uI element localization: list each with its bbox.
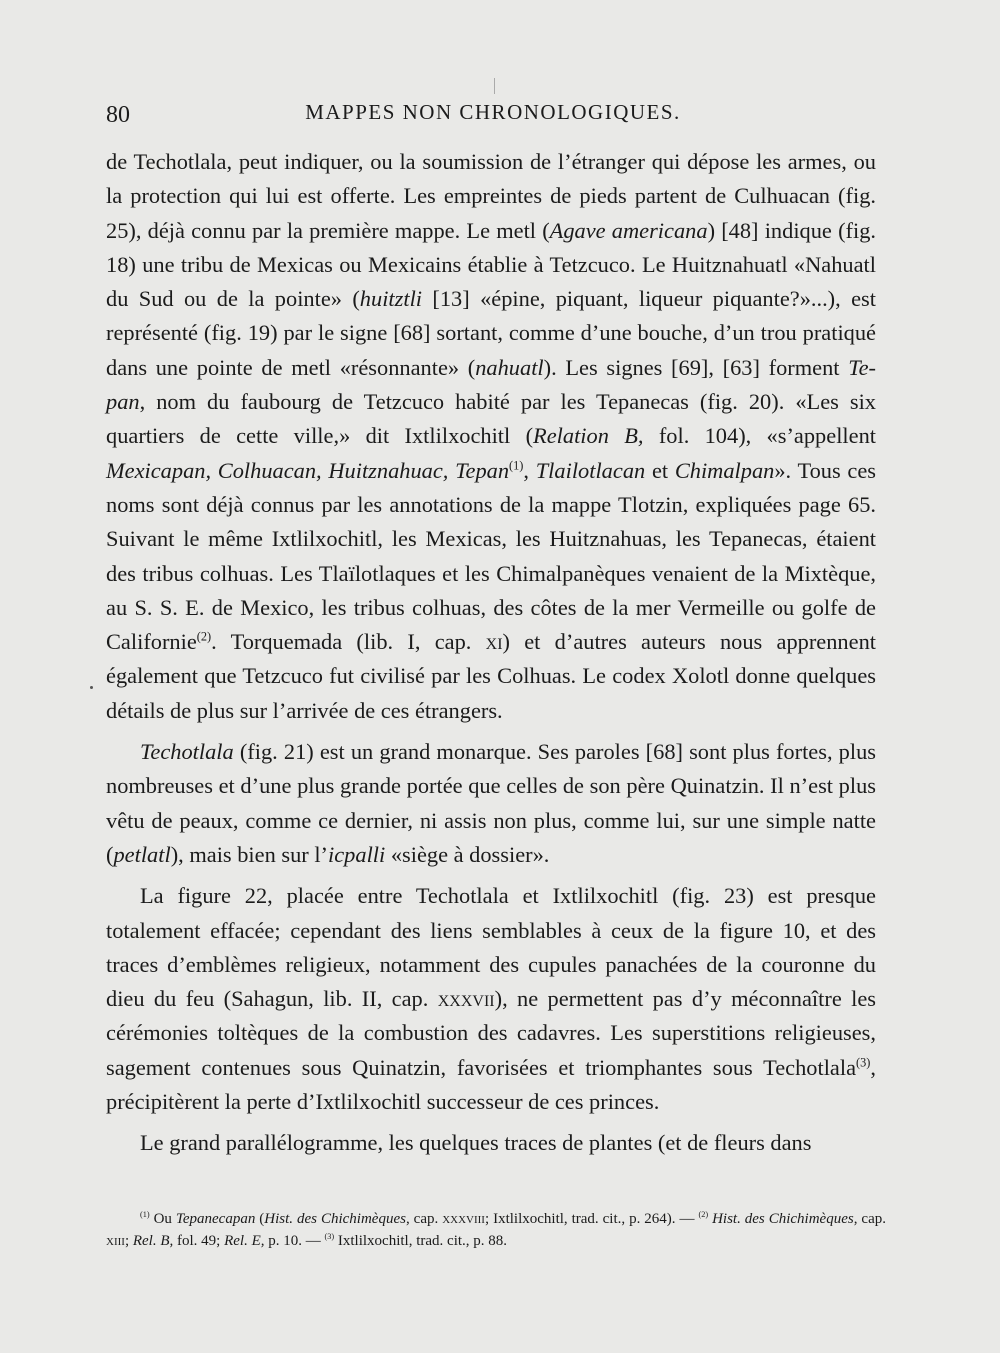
italic-term: Te-pan <box>106 354 876 415</box>
paragraph-3 <box>106 879 876 1119</box>
margin-dot <box>90 686 93 689</box>
text-run: ( <box>255 1211 265 1227</box>
text-run: ; Ixtlilxochitl, trad. cit., p. 264). — <box>484 1211 699 1227</box>
text-run: Ixtlilxochitl, trad. cit., p. 88. <box>334 1233 508 1249</box>
paragraph-1 <box>106 145 876 728</box>
footnotes <box>106 1208 886 1252</box>
italic-term: Hist. des Chichimèques <box>712 1211 854 1227</box>
running-title: MAPPES NON CHRONOLOGIQUES. <box>305 100 681 124</box>
text-run: , <box>523 457 536 483</box>
italic-term: Tepanecapan <box>175 1211 256 1227</box>
footnote-ref[interactable]: (1) <box>509 458 524 473</box>
footnote-marker: (2) <box>698 1210 709 1220</box>
text-run: Le grand parallélogramme, les quelques traces de plantes (et de fleurs dans <box>140 1130 812 1156</box>
body-text <box>106 145 876 1161</box>
italic-term: petlatl <box>113 841 171 867</box>
text-run: , précipitèrent la perte d’Ixtlilxochitl successeur de ces princes. <box>106 1054 876 1115</box>
italic-term: Hist. des Chichimèques <box>264 1211 406 1227</box>
paragraph-2 <box>106 735 876 872</box>
text-run: La figure 22, placée entre Techotlala et Ixtlilxochitl (fig. 23) est presque totalement effacée; cependant des liens semblables à ceux de la figure 10, et des traces d’emblèmes religieux, notamment des cupules panachées de la couronne du dieu du feu (Sahagun, lib. II, cap. <box>106 883 876 1012</box>
text-run: fol. 49; <box>173 1233 225 1249</box>
italic-term: Relation B, <box>533 423 644 449</box>
text-run: , nom du faubourg de Tetzcuco habité par les Tepanecas (fig. 20). «Les six quartiers de cette ville,» dit Ixtlilxochitl ( <box>106 389 876 449</box>
text-run: ) et d’autres auteurs nous apprennent également que Tetzcuco fut civilisé par les Colhuas. Le codex Xolotl donne quelques détails de plus sur l’arrivée de ces étrangers. <box>106 629 876 723</box>
text-run: (fig. 21) est un grand monarque. Ses paroles [68] sont plus fortes, plus nombreuses et d’une plus grande portée que celles de son père Quinatzin. Il n’est plus vêtu de peaux, comme ce dernier, ni assis non plus, comme lui, sur une simple natte ( <box>106 739 876 867</box>
italic-term: Rel. E, <box>224 1233 265 1249</box>
italic-term: Tlailotlacan <box>535 457 646 483</box>
italic-term: nahuatl <box>475 354 544 380</box>
page-number: 80 <box>106 102 130 128</box>
text-run: p. 10. — <box>264 1233 325 1249</box>
text-run: ), ne permettent pas d’y méconnaître les cérémonies toltèques de la combustion des cadavres. Les superstitions religieuses, sagement contenues sous Quinatzin, favorisées et triomphantes sous Techotlala <box>106 986 876 1080</box>
footnote-marker: (3) <box>324 1232 335 1242</box>
footnote-marker: (1) <box>140 1210 150 1220</box>
italic-term: Agave americana <box>549 217 708 243</box>
text-run: fol. 104), «s’appellent <box>643 423 876 449</box>
margin-mark <box>494 78 495 94</box>
footnote-ref[interactable]: (2) <box>196 629 212 644</box>
text-run: , cap. <box>405 1211 443 1227</box>
roman-numeral: xxxvii <box>437 986 495 1012</box>
italic-term: huitztli <box>359 286 423 312</box>
page-header <box>106 100 880 134</box>
text-run: «siège à dossier». <box>385 841 550 867</box>
italic-term: Techotlala <box>140 739 234 765</box>
text-run: , cap. <box>853 1211 886 1227</box>
text-run: ) [48] indique (fig. 18) une tribu de Mexicas ou Mexicains établie à Tetzcuco. Le Huitznahuatl «Nahuatl du Sud ou de la pointe» ( <box>106 217 876 312</box>
footnote-ref[interactable]: (3) <box>856 1055 871 1070</box>
italic-term: Rel. B, <box>132 1233 174 1249</box>
text-run: Ou <box>149 1211 176 1227</box>
text-run: ). Les signes [69], [63] forment <box>543 354 849 380</box>
text-run: et <box>645 457 675 483</box>
text-run: ), mais bien sur l’ <box>170 841 329 867</box>
text-run: [13] «épine, piquant, liqueur piquante?»...), est représenté (fig. 19) par le signe [68] sortant, comme d’une bouche, d’un trou pratiqué dans une pointe de metl «résonnante» ( <box>106 286 876 380</box>
italic-term: icpalli <box>328 841 386 867</box>
italic-term: Mexicapan, Colhuacan, Huitznahuac, Tepan <box>106 457 510 483</box>
paragraph-4 <box>106 1126 876 1160</box>
footnote-block <box>106 1208 886 1252</box>
text-run: ; <box>124 1233 133 1249</box>
text-run: ». Tous ces noms sont déjà connus par les annotations de la mappe Tlotzin, expliquées page 65. Suivant le même Ixtlilxochitl, les Mexicas, les Huitznahuas, les Tepanecas, étaient des tribus colhuas. Les Tlaïlotlaques et les Chimalpanèques venaient de la Mixtèque, au S. S. E. de Mexico, les tribus colhuas, des côtes de la mer Vermeille ou golfe de Californie <box>106 457 876 655</box>
italic-term: Chimalpan <box>674 457 775 483</box>
text-run: . Torquemada (lib. I, cap. <box>211 629 486 655</box>
roman-numeral: xi <box>485 629 503 655</box>
text-run: de Techotlala, peut indiquer, ou la soumission de l’étranger qui dépose les armes, ou la protection qui lui est offerte. Les empreintes de pieds partent de Culhuacan (fig. 25), déjà connu par la première mappe. Le metl ( <box>106 149 876 243</box>
roman-numeral: xiii <box>106 1233 125 1249</box>
roman-numeral: xxxviii <box>442 1211 485 1227</box>
